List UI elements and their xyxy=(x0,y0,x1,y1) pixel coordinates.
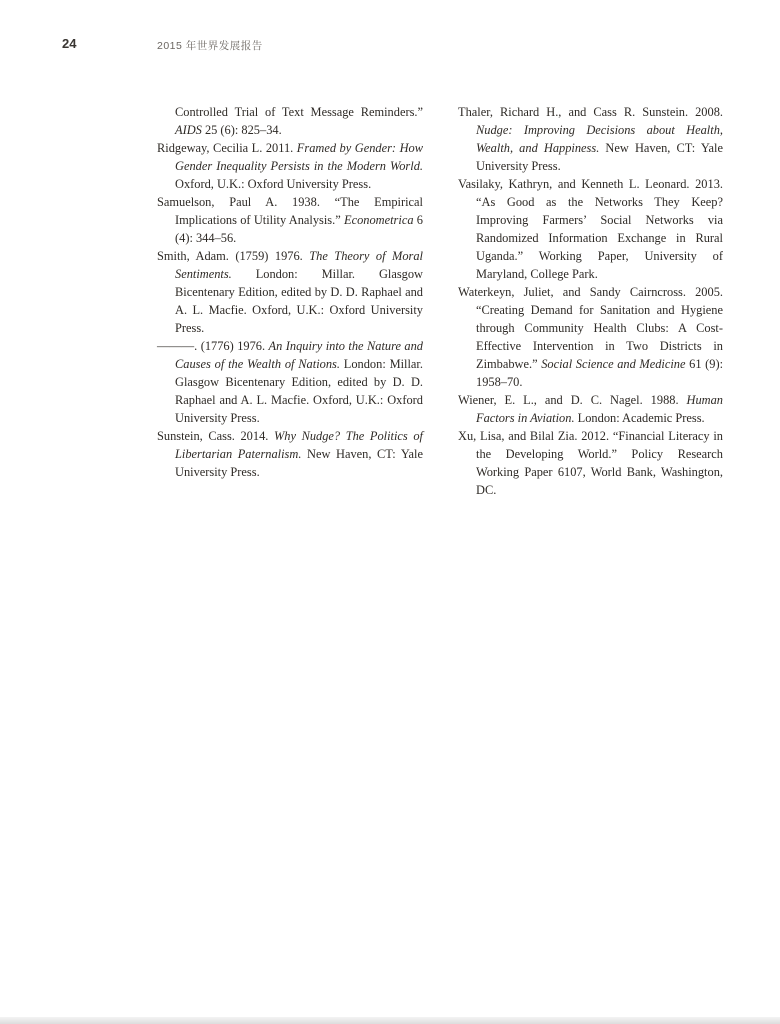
running-header: 2015 年世界发展报告 xyxy=(157,40,263,52)
reference-text: Thaler, Richard H., and Cass R. Sunstein. 2008. xyxy=(458,105,723,119)
reference-entry xyxy=(157,337,423,427)
page-edge xyxy=(0,1017,780,1024)
reference-entry xyxy=(157,103,423,139)
reference-text: Sunstein, Cass. 2014. xyxy=(157,429,274,443)
reference-title-italic: Human Factors in Aviation. xyxy=(476,393,723,425)
reference-title-italic: Why Nudge? The Politics of Libertarian Paternalism. xyxy=(175,429,423,461)
page-number: 24 xyxy=(62,36,77,51)
reference-text: London: Millar. Glasgow Bicentenary Edition, edited by D. D. Raphael and A. L. Macfie. Oxford, U.K.: Oxford University Press. xyxy=(175,267,423,335)
reference-entry xyxy=(157,247,423,337)
reference-entry xyxy=(458,283,723,391)
reference-entry xyxy=(458,391,723,427)
reference-title-italic: AIDS xyxy=(175,123,202,137)
reference-title-italic: Framed by Gender: How Gender Inequality Persists in the Modern World. xyxy=(175,141,423,173)
reference-entry xyxy=(458,103,723,175)
reference-text: Controlled Trial of Text Message Reminders.” xyxy=(175,105,423,119)
reference-text: London: Academic Press. xyxy=(574,411,705,425)
reference-text: Vasilaky, Kathryn, and Kenneth L. Leonard. 2013. “As Good as the Networks They Keep? Improving Farmers’ Social Networks via Randomized Information Exchange in Rural Uganda.” Working Paper, University of Maryland, College Park. xyxy=(458,177,723,281)
reference-entry xyxy=(157,193,423,247)
reference-text: Samuelson, Paul A. 1938. “The Empirical Implications of Utility Analysis.” xyxy=(157,195,423,227)
reference-title-italic: Social Science and Medicine xyxy=(541,357,686,371)
reference-text: Wiener, E. L., and D. C. Nagel. 1988. xyxy=(458,393,687,407)
reference-text: Smith, Adam. (1759) 1976. xyxy=(157,249,310,263)
reference-text: New Haven, CT: Yale University Press. xyxy=(175,447,423,479)
page-header xyxy=(0,36,780,56)
reference-title-italic: An Inquiry into the Nature and Causes of the Wealth of Nations. xyxy=(175,339,424,371)
reference-text: Ridgeway, Cecilia L. 2011. xyxy=(157,141,297,155)
reference-text: Oxford, U.K.: Oxford University Press. xyxy=(175,177,372,191)
reference-text: ———. (1776) 1976. xyxy=(157,339,269,353)
reference-title-italic: The Theory of Moral Sentiments. xyxy=(175,249,423,281)
reference-text: 61 (9): 1958–70. xyxy=(476,357,724,389)
reference-text: 25 (6): 825–34. xyxy=(201,123,282,137)
reference-entry xyxy=(157,139,423,193)
references-column-right xyxy=(458,103,723,499)
references-column-left xyxy=(157,103,423,481)
reference-title-italic: Nudge: Improving Decisions about Health, Wealth, and Happiness. xyxy=(476,123,723,155)
reference-text: Waterkeyn, Juliet, and Sandy Cairncross. 2005. “Creating Demand for Sanitation and Hygiene through Community Health Clubs: A Cost-Effective Intervention in Two Districts in Zimbabwe.” xyxy=(458,285,723,371)
reference-text: 6 (4): 344–56. xyxy=(175,213,424,245)
reference-entry xyxy=(458,427,723,499)
reference-entry xyxy=(157,427,423,481)
reference-text: New Haven, CT: Yale University Press. xyxy=(476,141,723,173)
reference-text: Xu, Lisa, and Bilal Zia. 2012. “Financial Literacy in the Developing World.” Policy Research Working Paper 6107, World Bank, Washington, DC. xyxy=(458,429,723,497)
reference-entry xyxy=(458,175,723,283)
reference-title-italic: Econometrica xyxy=(344,213,414,227)
reference-text: London: Millar. Glasgow Bicentenary Edition, edited by D. D. Raphael and A. L. Macfie. Oxford, U.K.: Oxford University Press. xyxy=(175,357,423,425)
